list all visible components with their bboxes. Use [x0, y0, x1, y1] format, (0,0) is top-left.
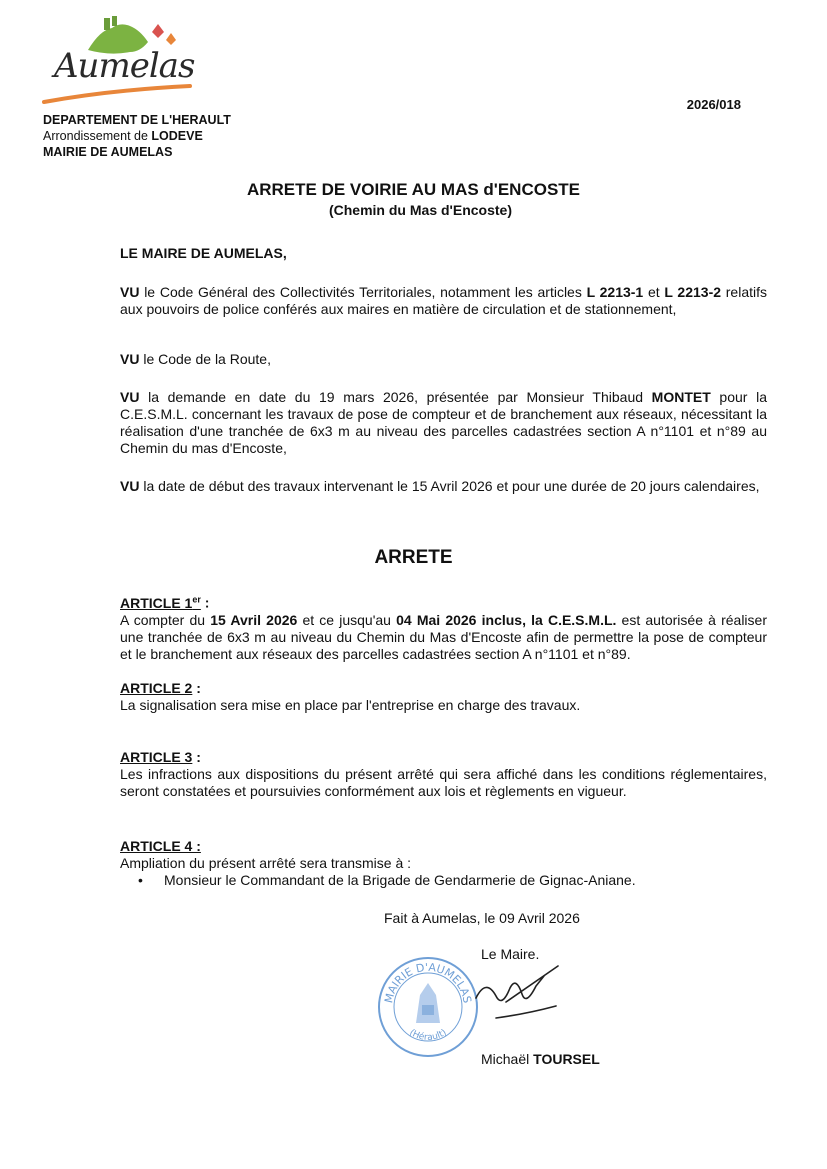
bullet-icon: •	[138, 872, 143, 888]
article-2-text: La signalisation sera mise en place par l'entreprise en charge des travaux.	[120, 697, 581, 713]
article-1-heading: ARTICLE 1er :	[120, 594, 210, 611]
document-title	[0, 180, 827, 218]
article-2	[120, 680, 767, 714]
signer-name: Michaël TOURSEL	[481, 1051, 600, 1067]
article-4-heading: ARTICLE 4 :	[120, 838, 201, 854]
vu-paragraph-2: VU le Code de la Route,	[120, 351, 271, 367]
article-4-text: Ampliation du présent arrêté sera transmise à :	[120, 855, 412, 871]
article-1	[120, 591, 767, 663]
signature-graphic	[466, 958, 566, 1028]
arrete-heading: ARRETE	[374, 547, 453, 568]
logo-text: Aumelas	[54, 46, 195, 86]
vu-paragraph-4: VU la date de début des travaux intervenant le 15 Avril 2026 et pour une durée de 20 jours calendaires,	[120, 478, 760, 494]
maire-line: LE MAIRE DE AUMELAS,	[120, 245, 287, 261]
article-3-text: Les infractions aux dispositions du présent arrêté qui sera affiché dans les conditions réglementaires, seront constatées et poursuivies conformément aux lois et règlements en vigueur.	[120, 766, 767, 799]
official-stamp	[376, 955, 480, 1059]
stamp-emblem-window	[422, 1005, 434, 1015]
administrative-header	[43, 112, 231, 160]
article-3-heading: ARTICLE 3 :	[120, 749, 201, 765]
article-1-text: A compter du 15 Avril 2026 et ce jusqu'au 04 Mai 2026 inclus, la C.E.S.M.L. est autorisée à réaliser une tranchée de 6x3 m au niveau du Chemin du Mas d'Encoste afin de permettre la pose de compteur et le branchement aux réseaux des parcelles cadastrées section A n°1101 et n°89.	[120, 611, 767, 662]
arrondissement-line: Arrondissement de LODEVE	[43, 129, 203, 143]
article-2-heading: ARTICLE 2 :	[120, 680, 201, 696]
place-date: Fait à Aumelas, le 09 Avril 2026	[384, 910, 580, 926]
title-sub: (Chemin du Mas d'Encoste)	[328, 202, 512, 218]
handwritten-signature	[466, 958, 566, 1028]
logo-tower	[104, 18, 110, 30]
stamp-emblem	[416, 983, 440, 1023]
department-line: DEPARTEMENT DE L'HERAULT	[43, 113, 231, 127]
logo-leaf	[166, 33, 176, 45]
logo-tower	[112, 16, 117, 26]
article-4	[120, 838, 767, 889]
vu-paragraph-1: VU le Code Général des Collectivités Territoriales, notamment les articles L 2213-1 et L 2213-2 relatifs aux pouvoirs de police conférés aux maires en matière de circulation et de stationnement,	[120, 284, 768, 317]
signature-stroke	[476, 966, 558, 1018]
logo-swoosh	[44, 86, 190, 102]
stamp-top-text: MAIRIE D'AUMELAS	[382, 960, 474, 1005]
vu-paragraph-3: VU la demande en date du 19 mars 2026, présentée par Monsieur Thibaud MONTET pour la C.E.S.M.L. concernant les travaux de pose de compteur et de branchement aux réseaux, nécessitant la réalisation d'une tranchée de 6x3 m au niveau des parcelles cadastrées section A n°1101 et n°89 au Chemin du mas d'Encoste,	[120, 389, 767, 456]
reference-number: 2026/018	[686, 97, 741, 112]
signer-role: Le Maire.	[481, 946, 540, 962]
stamp-graphic	[376, 955, 480, 1059]
list-item: • Monsieur le Commandant de la Brigade de Gendarmerie de Gignac-Aniane.	[120, 872, 767, 889]
stamp-bottom-text: (Hérault)	[407, 1027, 449, 1043]
article-3	[120, 749, 767, 800]
title-main: ARRETE DE VOIRIE AU MAS d'ENCOSTE	[246, 180, 581, 199]
mairie-line: MAIRIE DE AUMELAS	[43, 145, 173, 159]
logo-leaf	[152, 24, 164, 38]
municipality-logo	[40, 12, 200, 112]
